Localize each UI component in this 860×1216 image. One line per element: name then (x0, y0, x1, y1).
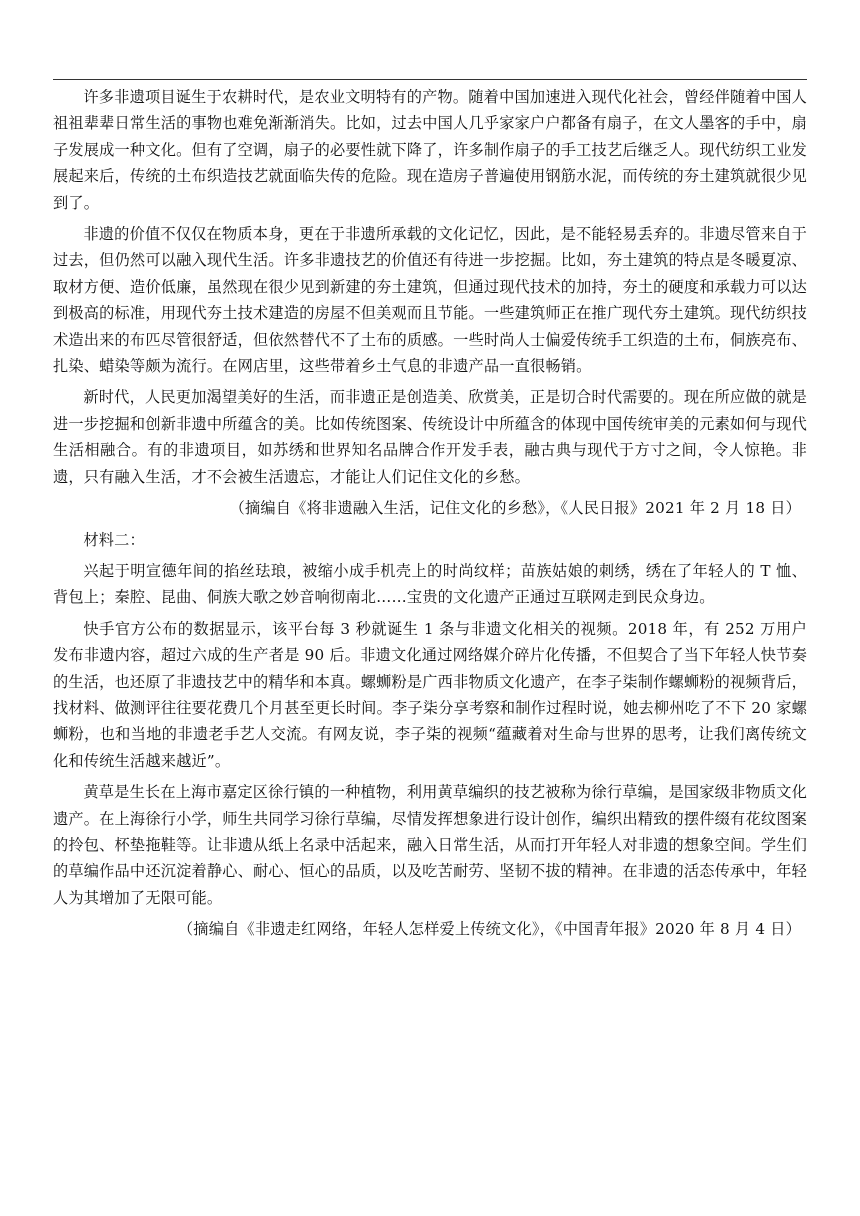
material2-paragraph-2: 快手官方公布的数据显示，该平台每 3 秒就诞生 1 条与非遗文化相关的视频。2018 年，有 252 万用户发布非遗内容，超过六成的生产者是 90 后。非遗文化通过网络媒介碎片化传播，不但契合了当下年轻人快节奏的生活，也还原了非遗技艺中的精华和本真。螺蛳粉是广西非物质文化遗产，在李子柒制作螺蛳粉的视频背后，找材料、做测评往往要花费几个月甚至更长时间。李子柒分享考察和制作过程时说，她去柳州吃了不下 20 家螺蛳粉，也和当地的非遗老手艺人交流。有网友说，李子柒的视频“蕴藏着对生命与世界的思考，让我们离传统文化和传统生活越来越近”。 (53, 619, 807, 770)
material2-paragraph-3: 黄草是生长在上海市嘉定区徐行镇的一种植物，利用黄草编织的技艺被称为徐行草编，是国家级非物质文化遗产。在上海徐行小学，师生共同学习徐行草编，尽情发挥想象进行设计创作，编织出精致的摆件缀有花纹图案的拎包、杯垫拖鞋等。让非遗从纸上名录中活起来，融入日常生活，从而打开年轻人对非遗的想象空间。学生们的草编作品中还沉淀着静心、耐心、恒心的品质，以及吃苦耐劳、坚韧不拔的精神。在非遗的活态传承中，年轻人为其增加了无限可能。 (53, 783, 807, 907)
material2-label: 材料二： (83, 530, 145, 549)
material1-paragraph-2: 非遗的价值不仅仅在物质本身，更在于非遗所承载的文化记忆，因此，是不能轻易丢弃的。非遗尽管来自于过去，但仍然可以融入现代生活。许多非遗技艺的价值还有待进一步挖掘。比如，夯土建筑的特点是冬暖夏凉、取材方便、造价低廉，虽然现在很少见到新建的夯土建筑，但通过现代技术的加持，夯土的硬度和承载力可以达到极高的标准，用现代夯土技术建造的房屋不但美观而且节能。一些建筑师正在推广现代夯土建筑。现代纺织技术造出来的布匹尽管很舒适，但依然替代不了土布的质感。一些时尚人士偏爱传统手工织造的土布，侗族亮布、扎染、蜡染等颇为流行。在网店里，这些带着乡土气息的非遗产品一直很畅销。 (53, 225, 807, 376)
material1-paragraph-3: 新时代，人民更加渴望美好的生活，而非遗正是创造美、欣赏美，正是切合时代需要的。现在所应做的就是进一步挖掘和创新非遗中所蕴含的美。比如传统图案、传统设计中所蕴含的体现中国传统审美的元素如何与现代生活相融合。有的非遗项目，如苏绣和世界知名品牌合作开发手表，融古典与现代于方寸之间，令人惊艳。非遗，只有融入生活，才不会被生活遗忘，才能让人们记住文化的乡愁。 (53, 388, 807, 486)
material2-paragraph-1: 兴起于明宣德年间的掐丝珐琅，被缩小成手机壳上的时尚纹样；苗族姑娘的刺绣，绣在了年轻人的 T 恤、背包上；秦腔、昆曲、侗族大歌之妙音响彻南北……宝贵的文化遗产正通过互联网走到民众身边。 (53, 561, 807, 607)
document-body (53, 84, 807, 943)
material1-source: （摘编自《将非遗融入生活，记住文化的乡愁》，《人民日报》2021 年 2 月 18 日） (229, 499, 801, 518)
header-rule (53, 79, 807, 80)
material2-source: （摘编自《非遗走红网络，年轻人怎样爱上传统文化》，《中国青年报》2020 年 8 月 4 日） (177, 920, 801, 939)
material1-paragraph-1: 许多非遗项目诞生于农耕时代，是农业文明特有的产物。随着中国加速进入现代化社会，曾经伴随着中国人祖祖辈辈日常生活的事物也难免渐渐消失。比如，过去中国人几乎家家户户都备有扇子，在文人墨客的手中，扇子发展成一种文化。但有了空调，扇子的必要性就下降了，许多制作扇子的手工技艺后继乏人。现代纺织工业发展起来后，传统的土布织造技艺就面临失传的危险。现在造房子普遍使用钢筋水泥，而传统的夯土建筑就很少见到了。 (53, 88, 807, 212)
